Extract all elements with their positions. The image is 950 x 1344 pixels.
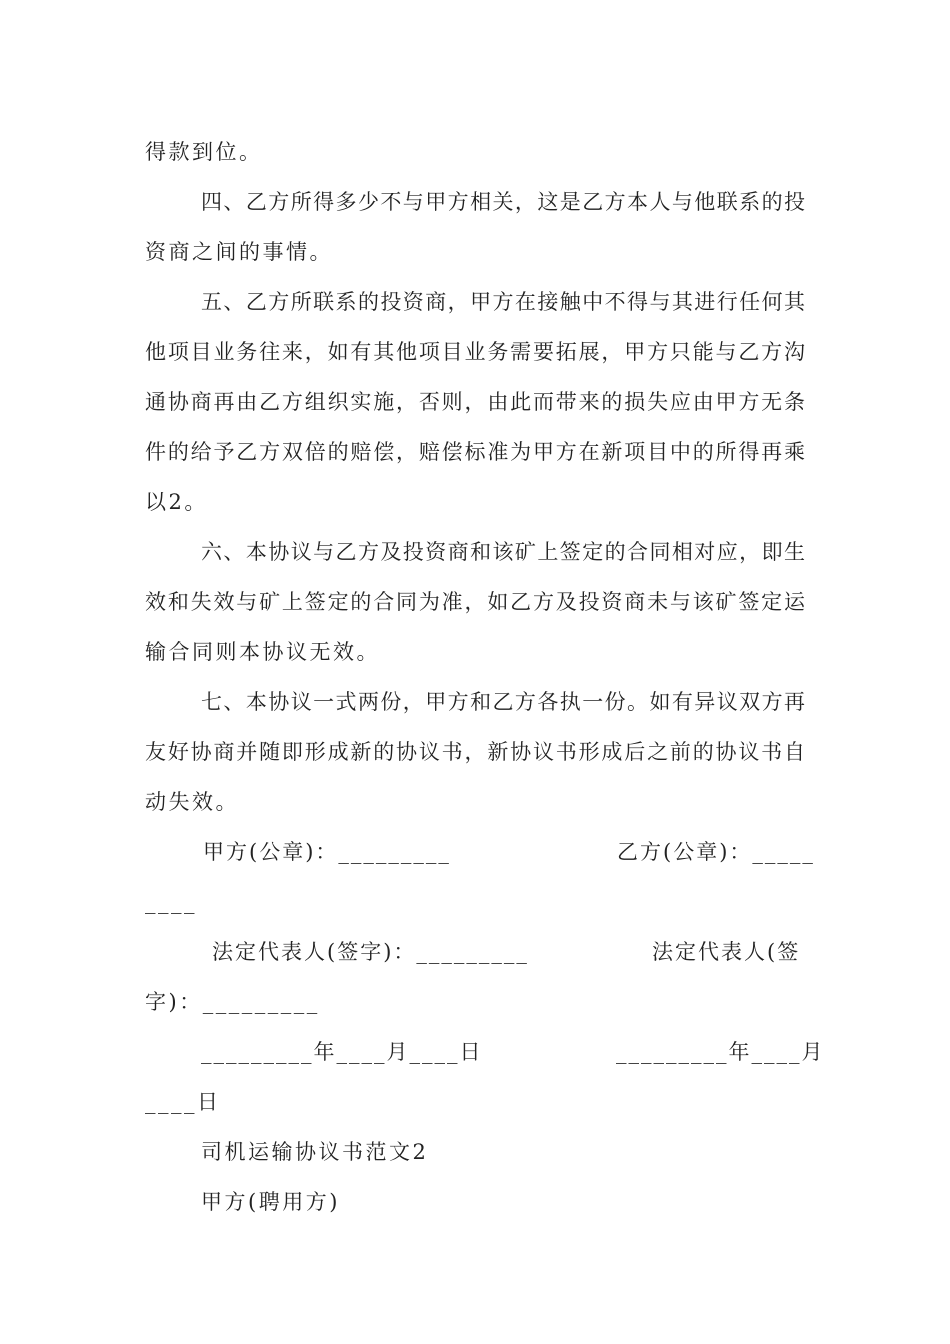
paragraph-line: 四、乙方所得多少不与甲方相关，这是乙方本人与他联系的投 — [201, 190, 805, 214]
paragraph-line: 友好协商并随即形成新的协议书，新协议书形成后之前的协议书自 — [145, 740, 805, 764]
party-b-date-continuation: ____日 — [145, 1090, 221, 1114]
section-title: 司机运输协议书范文2 — [201, 1140, 429, 1164]
party-b-date: _________年____月 — [616, 1040, 825, 1064]
paragraph-line: 件的给予乙方双倍的赔偿，赔偿标准为甲方在新项目中的所得再乘 — [145, 440, 805, 464]
paragraph-line: 资商之间的事情。 — [145, 240, 333, 264]
paragraph-line: 他项目业务往来，如有其他项目业务需要拓展，甲方只能与乙方沟 — [145, 340, 805, 364]
paragraph-line: 效和失效与矿上签定的合同为准，如乙方及投资商未与该矿签定运 — [145, 590, 805, 614]
paragraph-line: 以2。 — [145, 490, 208, 514]
party-a-heading: 甲方(聘用方) — [201, 1190, 340, 1214]
signature-date-row — [0, 1037, 950, 1067]
signature-seal-row — [0, 837, 950, 867]
paragraph-line: 七、本协议一式两份，甲方和乙方各执一份。如有异议双方再 — [201, 690, 805, 714]
paragraph-line: 动失效。 — [145, 790, 239, 814]
paragraph-line: 通协商再由乙方组织实施，否则，由此而带来的损失应由甲方无条 — [145, 390, 805, 414]
paragraph-line: 得款到位。 — [145, 140, 263, 164]
party-b-seal-continuation: ____ — [145, 890, 197, 914]
party-a-date: _________年____月____日 — [201, 1040, 483, 1064]
paragraph-line: 五、乙方所联系的投资商，甲方在接触中不得与其进行任何其 — [201, 290, 805, 314]
signature-rep-row — [0, 937, 950, 967]
party-b-representative: 法定代表人(签 — [652, 940, 801, 964]
paragraph-line: 输合同则本协议无效。 — [145, 640, 380, 664]
party-b-seal: 乙方(公章)：_____ — [617, 840, 815, 864]
party-b-representative-continuation: 字)：_________ — [145, 990, 320, 1014]
paragraph-line: 六、本协议与乙方及投资商和该矿上签定的合同相对应，即生 — [201, 540, 805, 564]
party-a-seal: 甲方(公章)：_________ — [203, 840, 451, 864]
party-a-representative: 法定代表人(签字)：_________ — [212, 940, 529, 964]
